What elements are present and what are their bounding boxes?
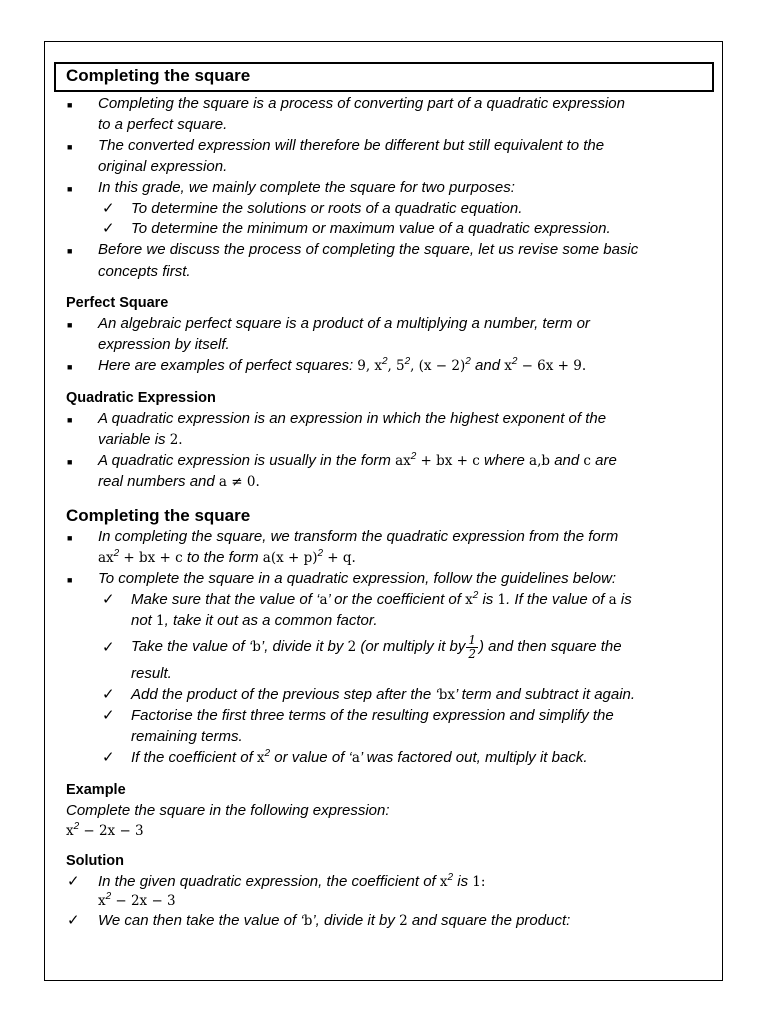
qe-b2-line2 bbox=[98, 473, 260, 490]
example-text: Complete the square in the following expression: bbox=[66, 802, 390, 819]
cs-s5-math: x bbox=[256, 750, 265, 766]
cs-s1b-text: , take it out as a common factor. bbox=[164, 612, 378, 629]
check-icon: ✓ bbox=[102, 749, 115, 766]
sol-s1-line2 bbox=[98, 892, 176, 909]
check-icon: ✓ bbox=[102, 220, 115, 237]
cs-s2-text: Take the value of ‘ bbox=[131, 638, 253, 655]
ps-sup: 2 bbox=[404, 356, 411, 367]
sol-s1-is: is bbox=[457, 873, 469, 890]
quadratic-expression-heading: Quadratic Expression bbox=[66, 390, 216, 406]
cs-s1-math: 1 bbox=[497, 592, 507, 608]
page-title: Completing the square bbox=[66, 66, 251, 85]
example-expression bbox=[66, 822, 144, 839]
cs-s1b-math: 1 bbox=[156, 613, 165, 629]
cs-s3-text: Add the product of the previous step after the ‘ bbox=[131, 686, 439, 703]
sol-sup: 2 bbox=[105, 891, 112, 902]
cs-s1-math: a bbox=[608, 592, 617, 608]
qe-b2b-math: a ≠ 0. bbox=[218, 474, 260, 490]
check-icon: ✓ bbox=[67, 912, 80, 929]
qe-math: + bx + c bbox=[420, 453, 480, 469]
sol-s2 bbox=[98, 912, 570, 929]
cs-b1-line2 bbox=[98, 549, 356, 566]
cs-s1-line1 bbox=[131, 591, 632, 608]
cs-s2-line2: result. bbox=[131, 665, 172, 682]
cs-s1-line2 bbox=[131, 612, 378, 629]
intro-b4-line1: Before we discuss the process of completing the square, let us revise some basic bbox=[98, 241, 639, 258]
bullet-icon: ■ bbox=[67, 457, 73, 467]
sol-s2-math: b bbox=[303, 913, 313, 929]
bullet-icon: ■ bbox=[67, 100, 73, 110]
example-math: − 2x − 3 bbox=[83, 823, 144, 839]
qe-b2a-text: A quadratic expression is usually in the form bbox=[98, 452, 391, 469]
cs-sup: 2 bbox=[317, 548, 324, 559]
sol-s1b-math: − 2x − 3 bbox=[115, 893, 176, 909]
fraction-denominator: 2 bbox=[468, 646, 477, 661]
sol-s2-text: and square the product: bbox=[411, 912, 571, 929]
sol-s1b-math: x bbox=[98, 893, 106, 909]
cs-s1-is: is bbox=[482, 591, 494, 608]
ps-comma: , bbox=[387, 358, 392, 374]
cs-s3-math: bx bbox=[438, 687, 455, 703]
cs-b1-line1: In completing the square, we transform the quadratic expression from the form bbox=[98, 528, 619, 545]
qe-b2-line1 bbox=[98, 452, 617, 469]
cs-s2-math: b bbox=[252, 639, 261, 655]
cs-math: + bx + c bbox=[123, 550, 183, 566]
qe-where: where bbox=[484, 452, 525, 469]
ps-b1-line2: expression by itself. bbox=[98, 336, 230, 353]
bullet-icon: ■ bbox=[67, 184, 73, 194]
ps-math-5: 5 bbox=[396, 358, 405, 374]
bullet-icon: ■ bbox=[67, 320, 73, 330]
intro-b4-line2: concepts first. bbox=[98, 263, 191, 280]
example-heading: Example bbox=[66, 782, 126, 798]
cs-sup: 2 bbox=[472, 590, 479, 601]
check-icon: ✓ bbox=[102, 639, 115, 656]
sol-s2-math: 2 bbox=[399, 913, 408, 929]
cs-s1-text: ’ or the coefficient of bbox=[327, 591, 461, 608]
qe-math: a,b bbox=[529, 453, 551, 469]
cs-math: + q. bbox=[327, 550, 356, 566]
qe-math: ax bbox=[395, 453, 411, 469]
qe-and: and bbox=[554, 452, 580, 469]
cs-s3-text: ’ term and subtract it again. bbox=[454, 686, 636, 703]
cs-s2-text: (or multiply it by bbox=[360, 638, 466, 655]
qe-b1b-text: variable is bbox=[98, 431, 166, 448]
ps-math-x26: x bbox=[504, 358, 512, 374]
intro-b2-line1: The converted expression will therefore be different but still equivalent to the bbox=[98, 137, 605, 154]
ps-math-x: x bbox=[374, 358, 382, 374]
completing-heading: Completing the square bbox=[66, 506, 251, 525]
cs-s1-math: a bbox=[319, 592, 328, 608]
bullet-icon: ■ bbox=[67, 533, 73, 543]
qe-b1b-math: 2. bbox=[169, 432, 183, 448]
ps-sup: 2 bbox=[465, 356, 471, 367]
one-half-fraction bbox=[466, 634, 478, 661]
cs-s3 bbox=[131, 686, 635, 703]
sol-s2-text: We can then take the value of ‘ bbox=[98, 912, 304, 929]
intro-b1-line2: to a perfect square. bbox=[98, 116, 228, 133]
intro-c2: To determine the minimum or maximum value of a quadratic expression. bbox=[131, 220, 611, 237]
cs-s1-math: x bbox=[465, 592, 473, 608]
check-icon: ✓ bbox=[102, 200, 115, 217]
cs-s2-text: ’, divide it by bbox=[260, 638, 344, 655]
perfect-square-heading: Perfect Square bbox=[66, 295, 169, 311]
cs-s1-text: Make sure that the value of ‘ bbox=[131, 591, 320, 608]
cs-math: a(x + p) bbox=[262, 550, 318, 566]
sol-s1-math: 1: bbox=[472, 874, 486, 890]
check-icon: ✓ bbox=[102, 707, 115, 724]
ps-b1-line1: An algebraic perfect square is a product of a multiplying a number, term or bbox=[98, 315, 590, 332]
cs-s2-text: ) and then square the bbox=[479, 638, 622, 655]
solution-heading: Solution bbox=[66, 853, 124, 869]
cs-sup: 2 bbox=[264, 748, 271, 759]
cs-s5-math: a bbox=[351, 750, 360, 766]
cs-s2-line1 bbox=[131, 632, 622, 662]
sol-s1-math: x bbox=[439, 874, 448, 890]
cs-s1-is: is bbox=[620, 591, 632, 608]
bullet-icon: ■ bbox=[67, 415, 73, 425]
example-math: x bbox=[66, 823, 74, 839]
qe-are: are bbox=[595, 452, 617, 469]
bullet-icon: ■ bbox=[67, 142, 73, 152]
ps-sup: 2 bbox=[511, 356, 518, 367]
check-icon: ✓ bbox=[102, 686, 115, 703]
cs-b1b-mid: to the form bbox=[186, 549, 259, 566]
ps-b2 bbox=[98, 357, 586, 374]
ps-and: and bbox=[475, 357, 501, 374]
qe-math: c bbox=[583, 453, 591, 469]
ps-comma: , bbox=[410, 358, 415, 374]
fraction-numerator: 1 bbox=[468, 632, 477, 647]
ps-b2-text: Here are examples of perfect squares: bbox=[98, 357, 354, 374]
bullet-icon: ■ bbox=[67, 575, 73, 585]
qe-b2b-text: real numbers and bbox=[98, 473, 215, 490]
cs-sup: 2 bbox=[113, 548, 120, 559]
cs-s5-text: If the coefficient of bbox=[131, 749, 253, 766]
bullet-icon: ■ bbox=[67, 246, 73, 256]
cs-s5 bbox=[131, 749, 588, 766]
bullet-icon: ■ bbox=[67, 362, 73, 372]
cs-math: ax bbox=[98, 550, 114, 566]
example-sup: 2 bbox=[73, 821, 80, 832]
intro-b1-line1: Completing the square is a process of converting part of a quadratic expression bbox=[98, 95, 625, 112]
qe-b1-line2 bbox=[98, 431, 183, 448]
ps-math-x2: (x − 2) bbox=[418, 358, 466, 374]
cs-s4-line2: remaining terms. bbox=[131, 728, 243, 745]
cs-s2-math: 2 bbox=[347, 639, 357, 655]
cs-s1-text: . If the value of bbox=[506, 591, 605, 608]
cs-s5-text: ’ was factored out, multiply it back. bbox=[359, 749, 588, 766]
cs-s4-line1: Factorise the first three terms of the resulting expression and simplify the bbox=[131, 707, 614, 724]
check-icon: ✓ bbox=[102, 591, 115, 608]
qe-sup: 2 bbox=[410, 451, 417, 462]
intro-b2-line2: original expression. bbox=[98, 158, 228, 175]
cs-s1b-text: not bbox=[131, 612, 152, 629]
check-icon: ✓ bbox=[67, 873, 80, 890]
cs-b2: To complete the square in a quadratic expression, follow the guidelines below: bbox=[98, 570, 617, 587]
ps-math-9: 9, bbox=[357, 358, 371, 374]
sol-s1-line1 bbox=[98, 873, 485, 890]
sol-sup: 2 bbox=[447, 872, 454, 883]
intro-b3: In this grade, we mainly complete the square for two purposes: bbox=[98, 179, 515, 196]
cs-s5-text: or value of ‘ bbox=[274, 749, 352, 766]
ps-math-x26b: − 6x + 9. bbox=[521, 358, 587, 374]
ps-sup: 2 bbox=[381, 356, 388, 367]
sol-s2-text: ’, divide it by bbox=[312, 912, 395, 929]
intro-c1: To determine the solutions or roots of a quadratic equation. bbox=[131, 200, 523, 217]
sol-s1-text: In the given quadratic expression, the coefficient of bbox=[98, 873, 436, 890]
qe-b1-line1: A quadratic expression is an expression in which the highest exponent of the bbox=[98, 410, 607, 427]
